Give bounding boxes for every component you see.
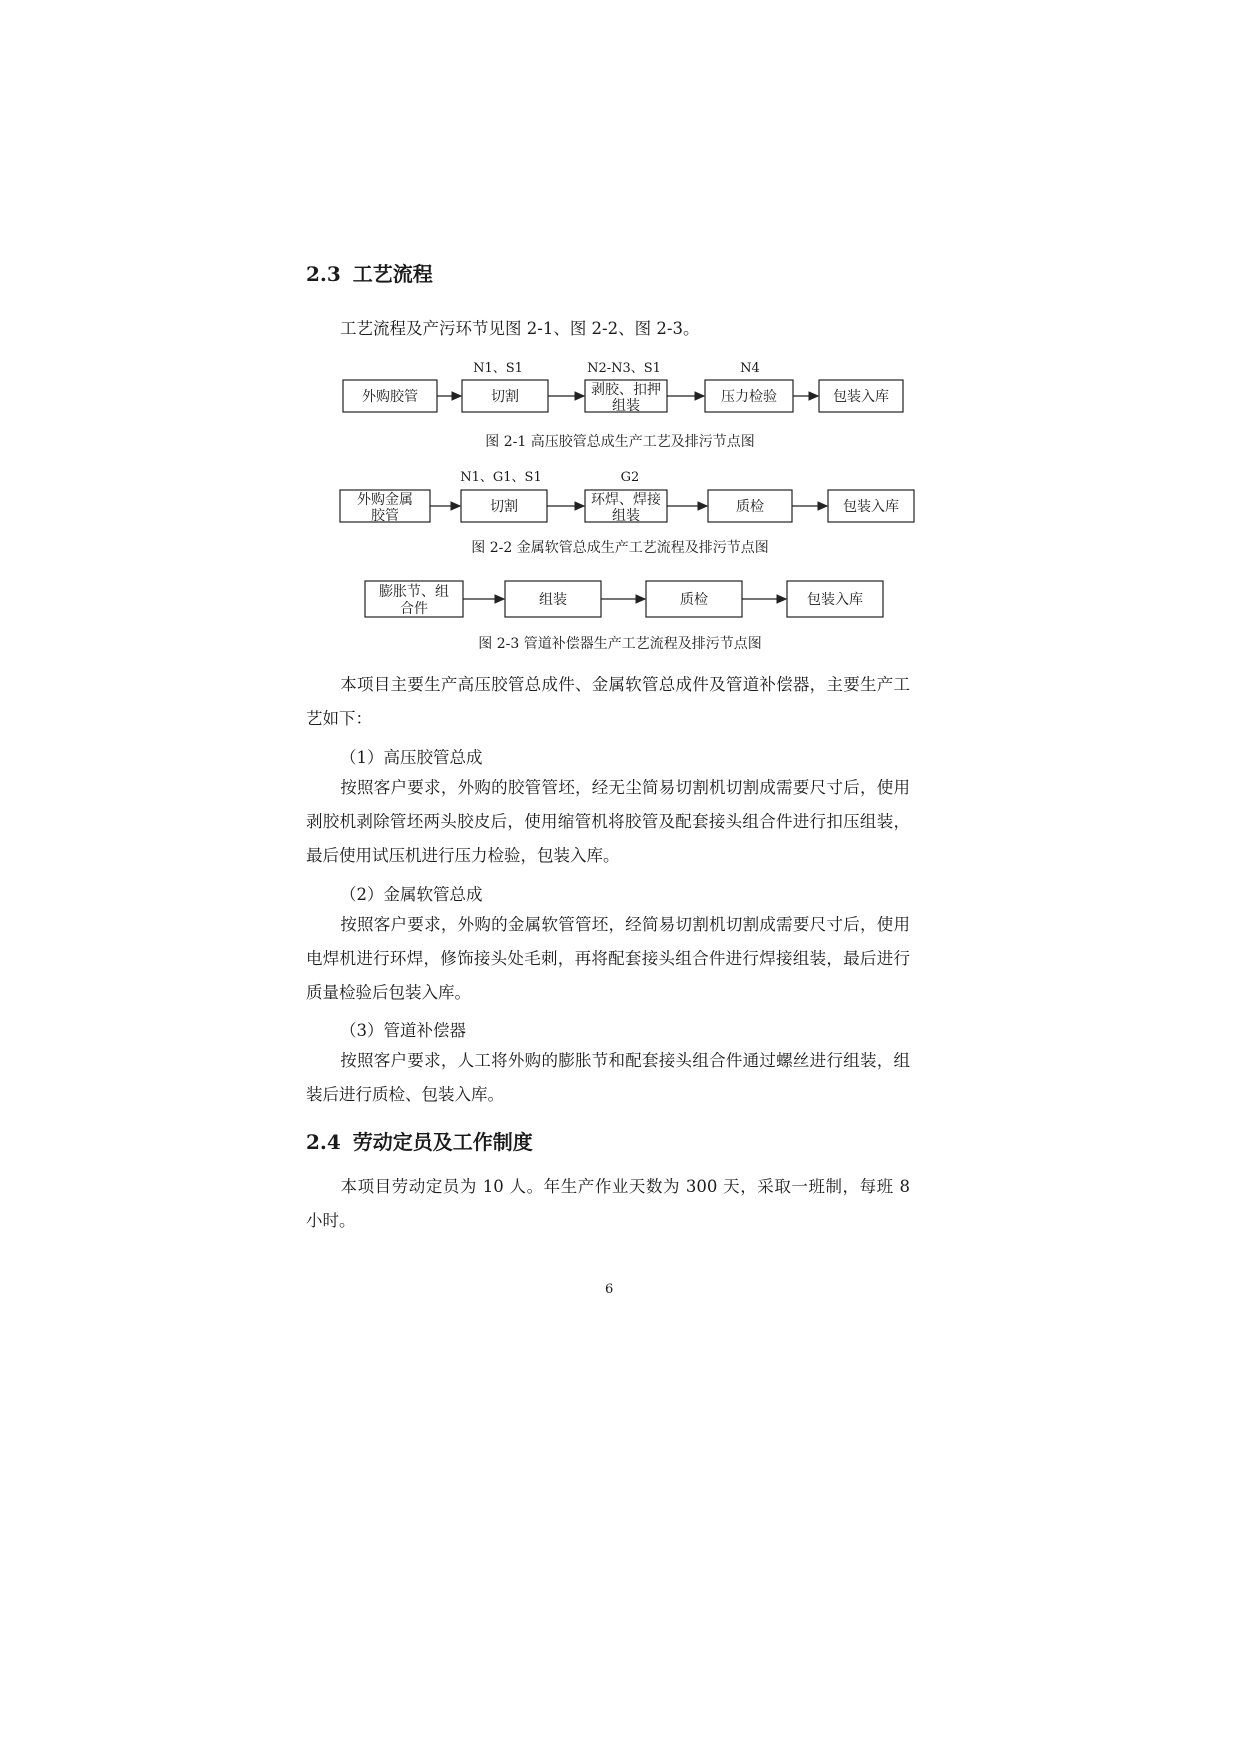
flow-label: N4 (740, 361, 760, 376)
subsection-1-title: （1）高压胶管总成 (340, 748, 483, 767)
figure-2-3-caption: 图 2-3 管道补偿器生产工艺流程及排污节点图 (478, 636, 762, 652)
figure-2-1-caption: 图 2-1 高压胶管总成生产工艺及排污节点图 (485, 434, 755, 450)
subsection-3-paragraph (306, 1044, 910, 1112)
intro-text: 工艺流程及产污环节见图 2-1、图 2-2、图 2-3。 (340, 319, 700, 338)
section-2-4-heading (306, 1126, 533, 1155)
flow-box-label: 质检 (736, 499, 764, 515)
subsection-2-paragraph (306, 908, 910, 1010)
section-2-4-paragraph (306, 1170, 910, 1238)
flow-box-label: 胶管 (371, 508, 399, 524)
flow-label: N2-N3、S1 (587, 361, 661, 376)
figure-2-2-caption: 图 2-2 金属软管总成生产工艺流程及排污节点图 (471, 540, 769, 556)
flow-box-label: 剥胶、扣押 (591, 382, 661, 398)
flow-box-label: 包装入库 (843, 499, 899, 515)
flow-label: N1、S1 (473, 361, 523, 376)
flow-box-label: 环焊、焊接 (591, 492, 661, 508)
flow-box-label: 切割 (491, 389, 519, 405)
flow-box-label: 外购胶管 (362, 389, 418, 405)
subsection-1-text: 按照客户要求，外购的胶管管坯，经无尘简易切割机切割成需要尺寸后，使用剥胶机剥除管坯两头胶皮后，使用缩管机将胶管及配套接头组合件进行扣压组装，最后使用试压机进行压力检验，包装入库。 (306, 778, 910, 865)
subsection-3-title: （3）管道补偿器 (340, 1021, 466, 1040)
subsection-2-text: 按照客户要求，外购的金属软管管坯，经简易切割机切割成需要尺寸后，使用电焊机进行环焊，修饰接头处毛刺，再将配套接头组合件进行焊接组装，最后进行质量检验后包装入库。 (306, 915, 910, 1002)
flow-label: G2 (620, 470, 640, 485)
subsection-3-text: 按照客户要求，人工将外购的膨胀节和配套接头组合件通过螺丝进行组装，组装后进行质检、包装入库。 (306, 1051, 910, 1104)
flow-box-label: 合件 (400, 601, 428, 617)
flow-label: N1、G1、S1 (460, 470, 542, 485)
subsection-1-paragraph (306, 771, 910, 873)
section-title: 工艺流程 (352, 262, 433, 286)
flow-box-label: 膨胀节、组 (379, 584, 449, 600)
flow-box-label: 组装 (612, 398, 640, 414)
flow-box-label: 外购金属 (357, 492, 413, 508)
flow-box-label: 切割 (490, 499, 518, 515)
section-title: 劳动定员及工作制度 (352, 1130, 533, 1154)
section-2-4-text: 本项目劳动定员为 10 人。年生产作业天数为 300 天，采取一班制，每班 8 小时。 (306, 1177, 910, 1230)
section-number: 2.4 (306, 1130, 341, 1154)
flow-box-label: 组装 (539, 592, 567, 608)
section-number: 2.3 (306, 262, 341, 286)
flow-box-label: 包装入库 (807, 592, 863, 608)
flow-box-label: 压力检验 (721, 389, 777, 405)
flow-box-label: 包装入库 (833, 389, 889, 405)
flow-box-label: 组装 (612, 508, 640, 524)
summary-text: 本项目主要生产高压胶管总成件、金属软管总成件及管道补偿器，主要生产工艺如下： (306, 675, 910, 728)
flow-box-label: 质检 (680, 592, 708, 608)
summary-paragraph (306, 668, 910, 736)
page-number: 6 (605, 1282, 614, 1297)
subsection-2-title: （2）金属软管总成 (340, 885, 483, 904)
